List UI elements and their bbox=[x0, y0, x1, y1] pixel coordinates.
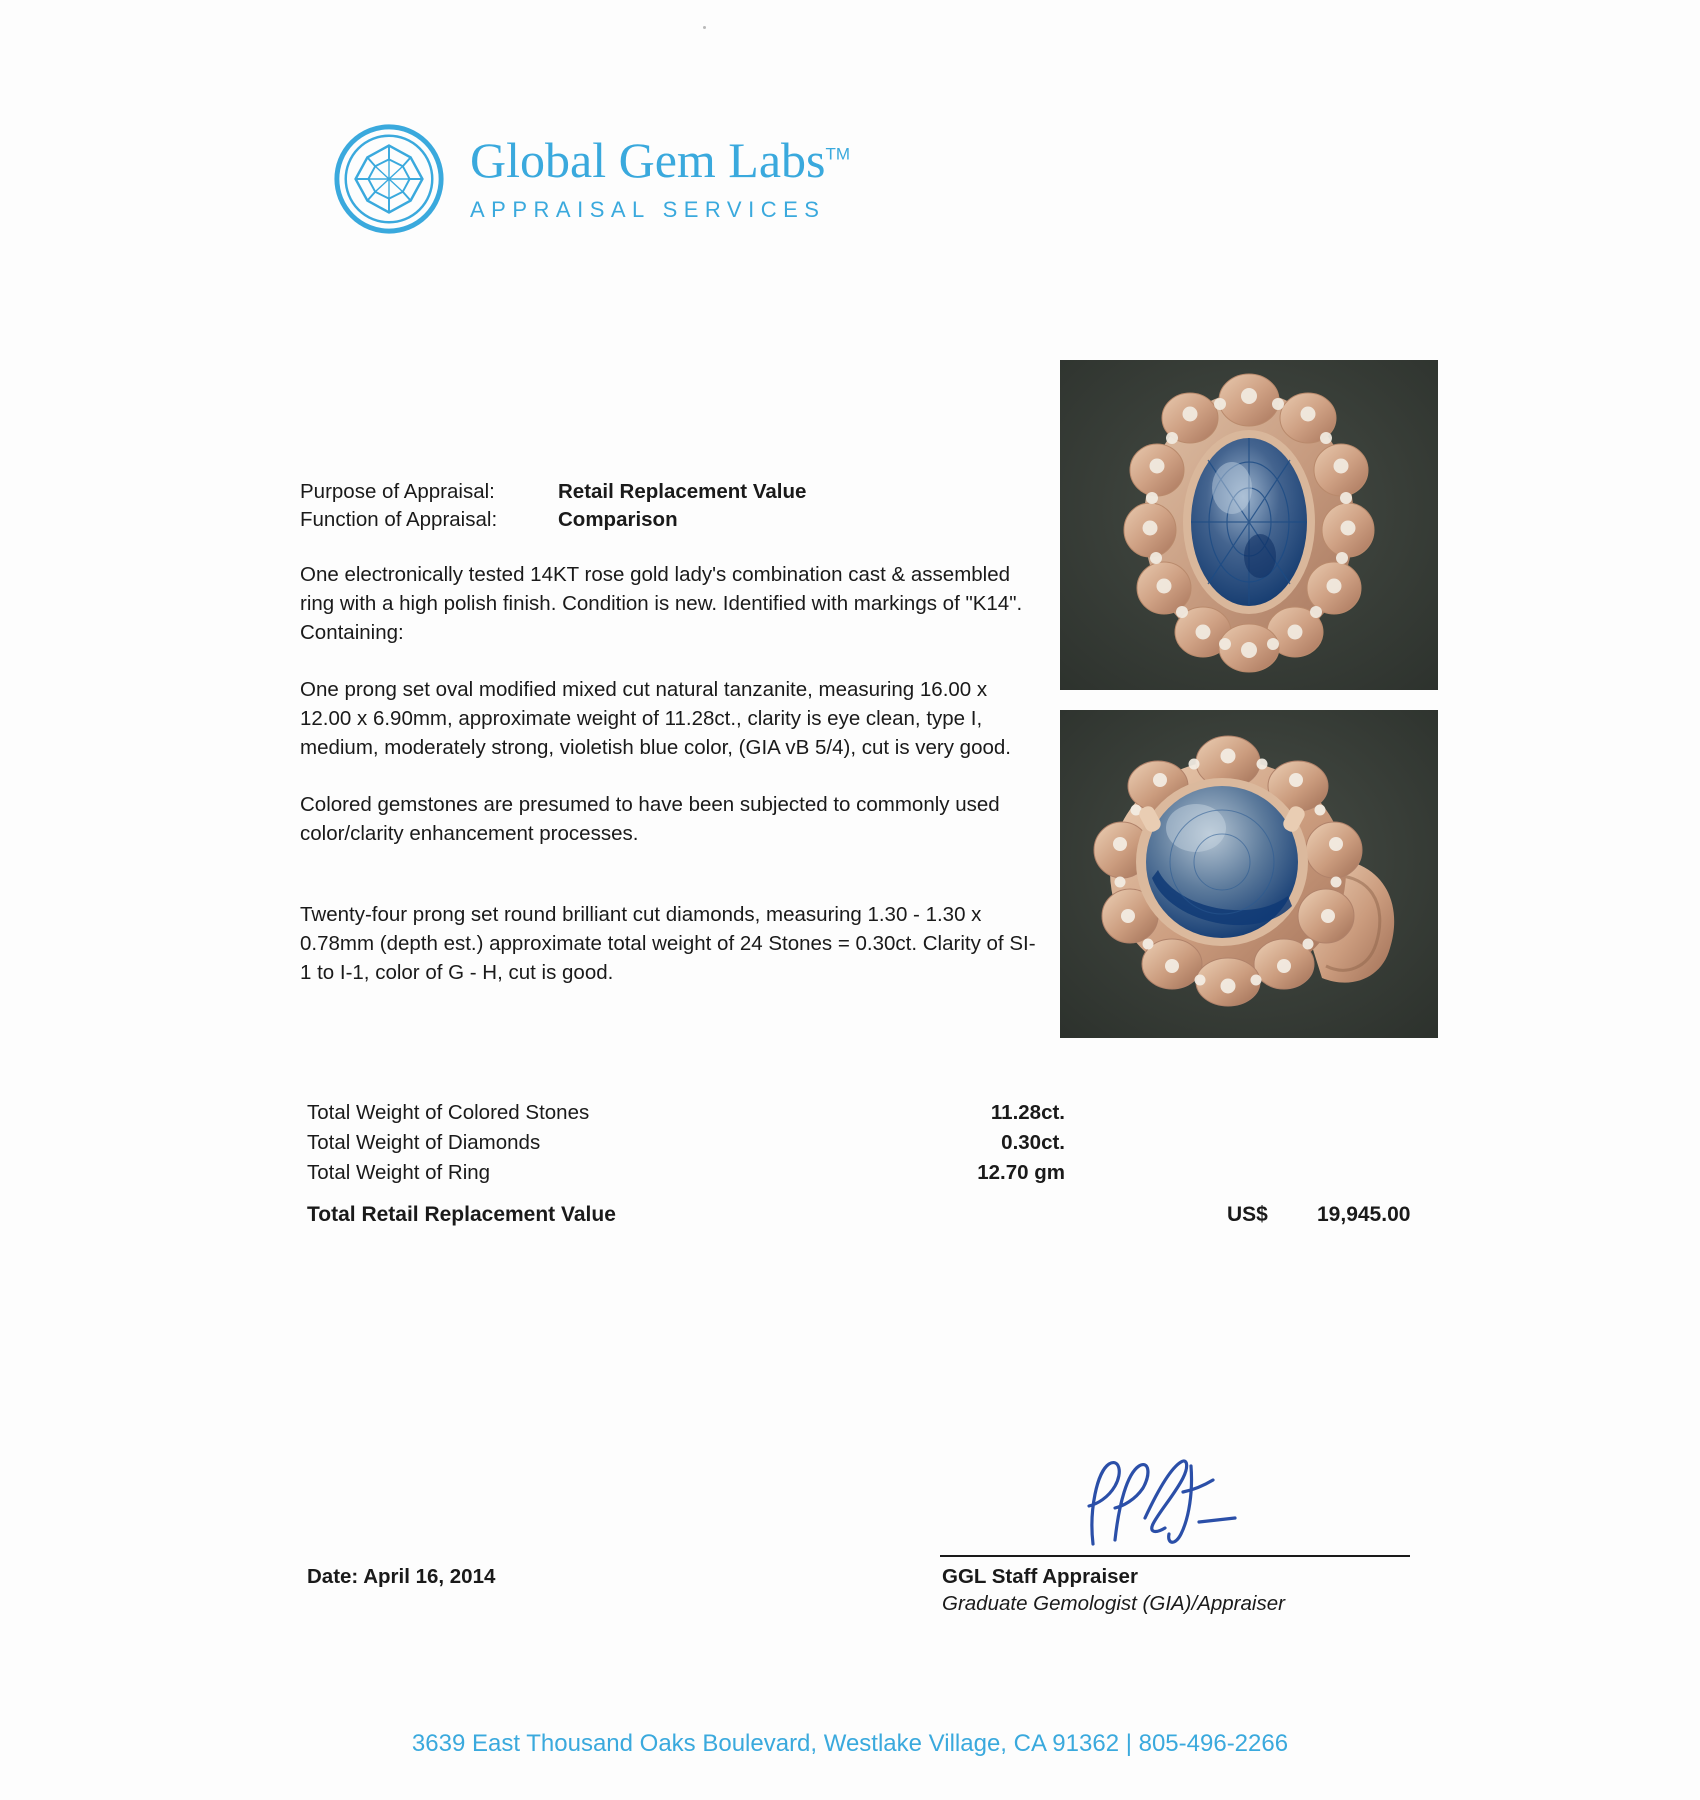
purpose-row bbox=[300, 478, 1040, 506]
appraiser-title: Graduate Gemologist (GIA)/Appraiser bbox=[942, 1592, 1285, 1615]
item-description-paragraph: One electronically tested 14KT rose gold lady's combination cast & assembled ring with a high polish finish. Condition is new. Identified with markings of "K14". Containing: bbox=[300, 563, 1023, 644]
enhancement-note-paragraph: Colored gemstones are presumed to have been subjected to commonly used color/clarity enhancement processes. bbox=[300, 793, 1000, 845]
purpose-value: Retail Replacement Value bbox=[558, 480, 807, 503]
handwritten-signature bbox=[1075, 1448, 1275, 1558]
document-header bbox=[330, 120, 850, 238]
total-colored-stones-label: Total Weight of Colored Stones bbox=[307, 1101, 590, 1124]
scan-artifact-speck bbox=[703, 26, 706, 29]
brand-text bbox=[470, 132, 851, 223]
total-row bbox=[307, 1158, 1407, 1188]
brand-subtitle: APPRAISAL SERVICES bbox=[470, 197, 826, 222]
function-label: Function of Appraisal: bbox=[300, 508, 498, 531]
grand-total-amount: 19,945.00 bbox=[1317, 1203, 1411, 1226]
purpose-label: Purpose of Appraisal: bbox=[300, 480, 495, 503]
total-ring-weight-value: 12.70 gm bbox=[977, 1161, 1065, 1184]
trademark-symbol: TM bbox=[825, 144, 851, 164]
ring-angled-view-photo bbox=[1060, 710, 1438, 1038]
signature-line bbox=[940, 1555, 1410, 1557]
totals-block bbox=[307, 1098, 1407, 1188]
function-value: Comparison bbox=[558, 508, 678, 531]
total-diamonds-value: 0.30ct. bbox=[1001, 1131, 1065, 1154]
brilliant-cut-diamond-icon bbox=[330, 120, 448, 238]
center-stone-paragraph: One prong set oval modified mixed cut natural tanzanite, measuring 16.00 x 12.00 x 6.90mm, approximate weight of 11.28ct., clarity is eye clean, type I, medium, moderately strong, violetish blue color, (GIA vB 5/4), cut is very good. bbox=[300, 678, 1011, 759]
footer-address: 3639 East Thousand Oaks Boulevard, Westlake Village, CA 91362 | 805-496-2266 bbox=[411, 1730, 1289, 1757]
total-row bbox=[307, 1128, 1407, 1158]
appraisal-date: Date: April 16, 2014 bbox=[307, 1565, 496, 1588]
total-row bbox=[307, 1098, 1407, 1128]
diamonds-paragraph: Twenty-four prong set round brilliant cut diamonds, measuring 1.30 - 1.30 x 0.78mm (depth est.) approximate total weight of 24 Stones = 0.30ct. Clarity of SI-1 to I-1, color of G - H, cut is good. bbox=[300, 903, 1036, 984]
ring-front-view-photo bbox=[1060, 360, 1438, 690]
brand-title bbox=[470, 132, 851, 188]
grand-total-currency: US$ bbox=[1227, 1203, 1268, 1226]
grand-total-label: Total Retail Replacement Value bbox=[307, 1203, 616, 1226]
brand-title-text: Global Gem Labs bbox=[470, 132, 826, 188]
total-ring-weight-label: Total Weight of Ring bbox=[307, 1161, 491, 1184]
function-row bbox=[300, 506, 1040, 534]
appraiser-name: GGL Staff Appraiser bbox=[942, 1565, 1138, 1588]
total-colored-stones-value: 11.28ct. bbox=[990, 1101, 1065, 1124]
appraisal-body bbox=[300, 478, 1040, 987]
grand-total-row bbox=[307, 1200, 1411, 1230]
total-diamonds-label: Total Weight of Diamonds bbox=[307, 1131, 541, 1154]
